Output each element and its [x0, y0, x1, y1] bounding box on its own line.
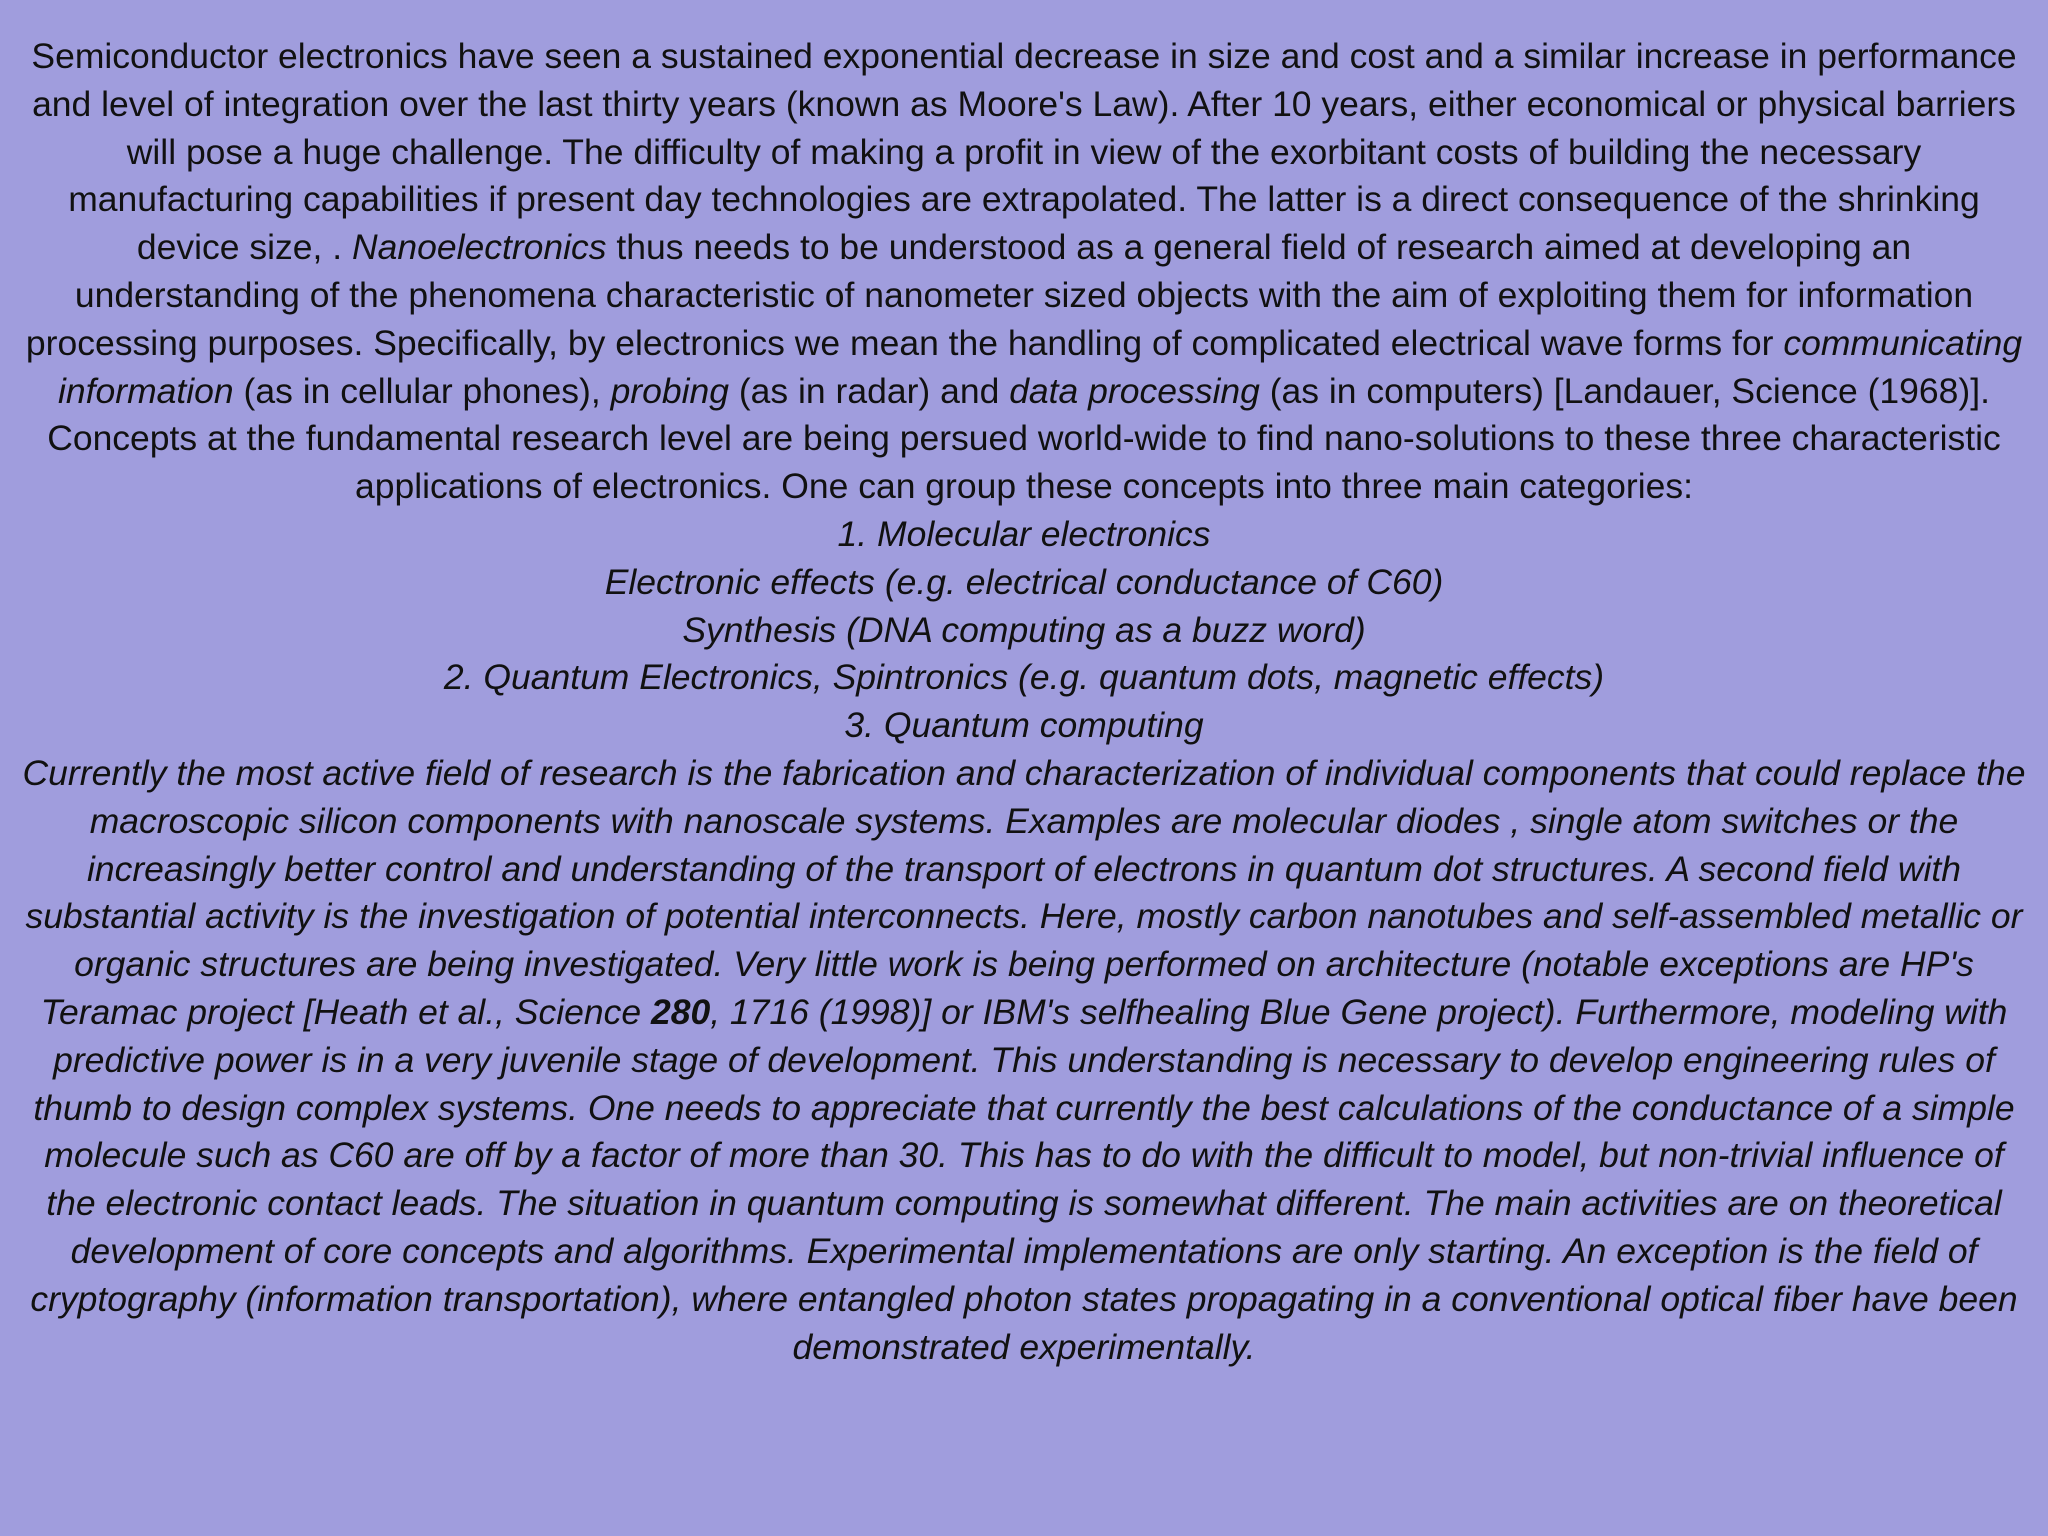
intro-text-3: (as in cellular phones),	[233, 370, 611, 411]
category-item-molecular-electronics: 1. Molecular electronics	[837, 513, 1211, 554]
intro-paragraph	[20, 33, 2028, 511]
term-communicating-information: communicating information	[58, 322, 2023, 411]
category-subitem-synthesis: Synthesis (DNA computing as a buzz word)	[682, 609, 1366, 650]
intro-text-5: (as in computers) [Landauer, Science (1968)]. Concepts at the fundamental research level are being persued world-wide to find nano-solutions to these three characteristic applications of electronics. One can group these concepts into three main categories:	[47, 370, 2001, 507]
category-list	[20, 511, 2028, 750]
citation-volume: 280	[650, 991, 711, 1032]
category-item-quantum-electronics: 2. Quantum Electronics, Spintronics (e.g. quantum dots, magnetic effects)	[443, 657, 1605, 698]
term-nanoelectronics: Nanoelectronics	[351, 227, 607, 268]
term-probing: probing	[610, 370, 729, 411]
intro-text-1: Semiconductor electronics have seen a sustained exponential decrease in size and cost and a similar increase in performance and level of integration over the last thirty years (known as Moore's Law). After 10 years, either economical or physical barriers will pose a huge challenge. The difficulty of making a profit in view of the exorbitant costs of building the necessary manufacturing capabilities if present day technologies are extrapolated. The latter is a direct consequence of the shrinking device size, .	[31, 36, 2017, 268]
category-subitem-electronic-effects: Electronic effects (e.g. electrical conductance of C60)	[604, 561, 1444, 602]
closing-text-1: Currently the most active field of research is the fabrication and characterization of individual components that could replace the macroscopic silicon components with nanoscale systems. Examples are molecular diodes , single atom switches or the increasingly better control and understanding of the transport of electrons in quantum dot structures. A second field with substantial activity is the investigation of potential interconnects. Here, mostly carbon nanotubes and self-assembled metallic or organic structures are being investigated. Very little work is being performed on architecture (notable exceptions are HP's Teramac project [Heath et al., Science	[22, 752, 2026, 1032]
closing-paragraph	[20, 750, 2028, 1371]
category-item-quantum-computing: 3. Quantum computing	[844, 705, 1204, 746]
closing-text-2: , 1716 (1998)] or IBM's selfhealing Blue Gene project). Furthermore, modeling with predictive power is in a very juvenile stage of development. This understanding is necessary to develop engineering rules of thumb to design complex systems. One needs to appreciate that currently the best calculations of the conductance of a simple molecule such as C60 are off by a factor of more than 30. This has to do with the difficult to model, but non-trivial influence of the electronic contact leads. The situation in quantum computing is somewhat different. The main activities are on theoretical development of core concepts and algorithms. Experimental implementations are only starting. An exception is the field of cryptography (information transportation), where entangled photon states propagating in a conventional optical fiber have been demonstrated experimentally.	[30, 991, 2018, 1367]
intro-text-4: (as in radar) and	[729, 370, 1010, 411]
term-data-processing: data processing	[1009, 370, 1260, 411]
intro-text-2: thus needs to be understood as a general field of research aimed at developing an understanding of the phenomena characteristic of nanometer sized objects with the aim of exploiting them for information processing purposes. Specifically, by electronics we mean the handling of complicated electrical wave forms for	[25, 227, 1974, 363]
